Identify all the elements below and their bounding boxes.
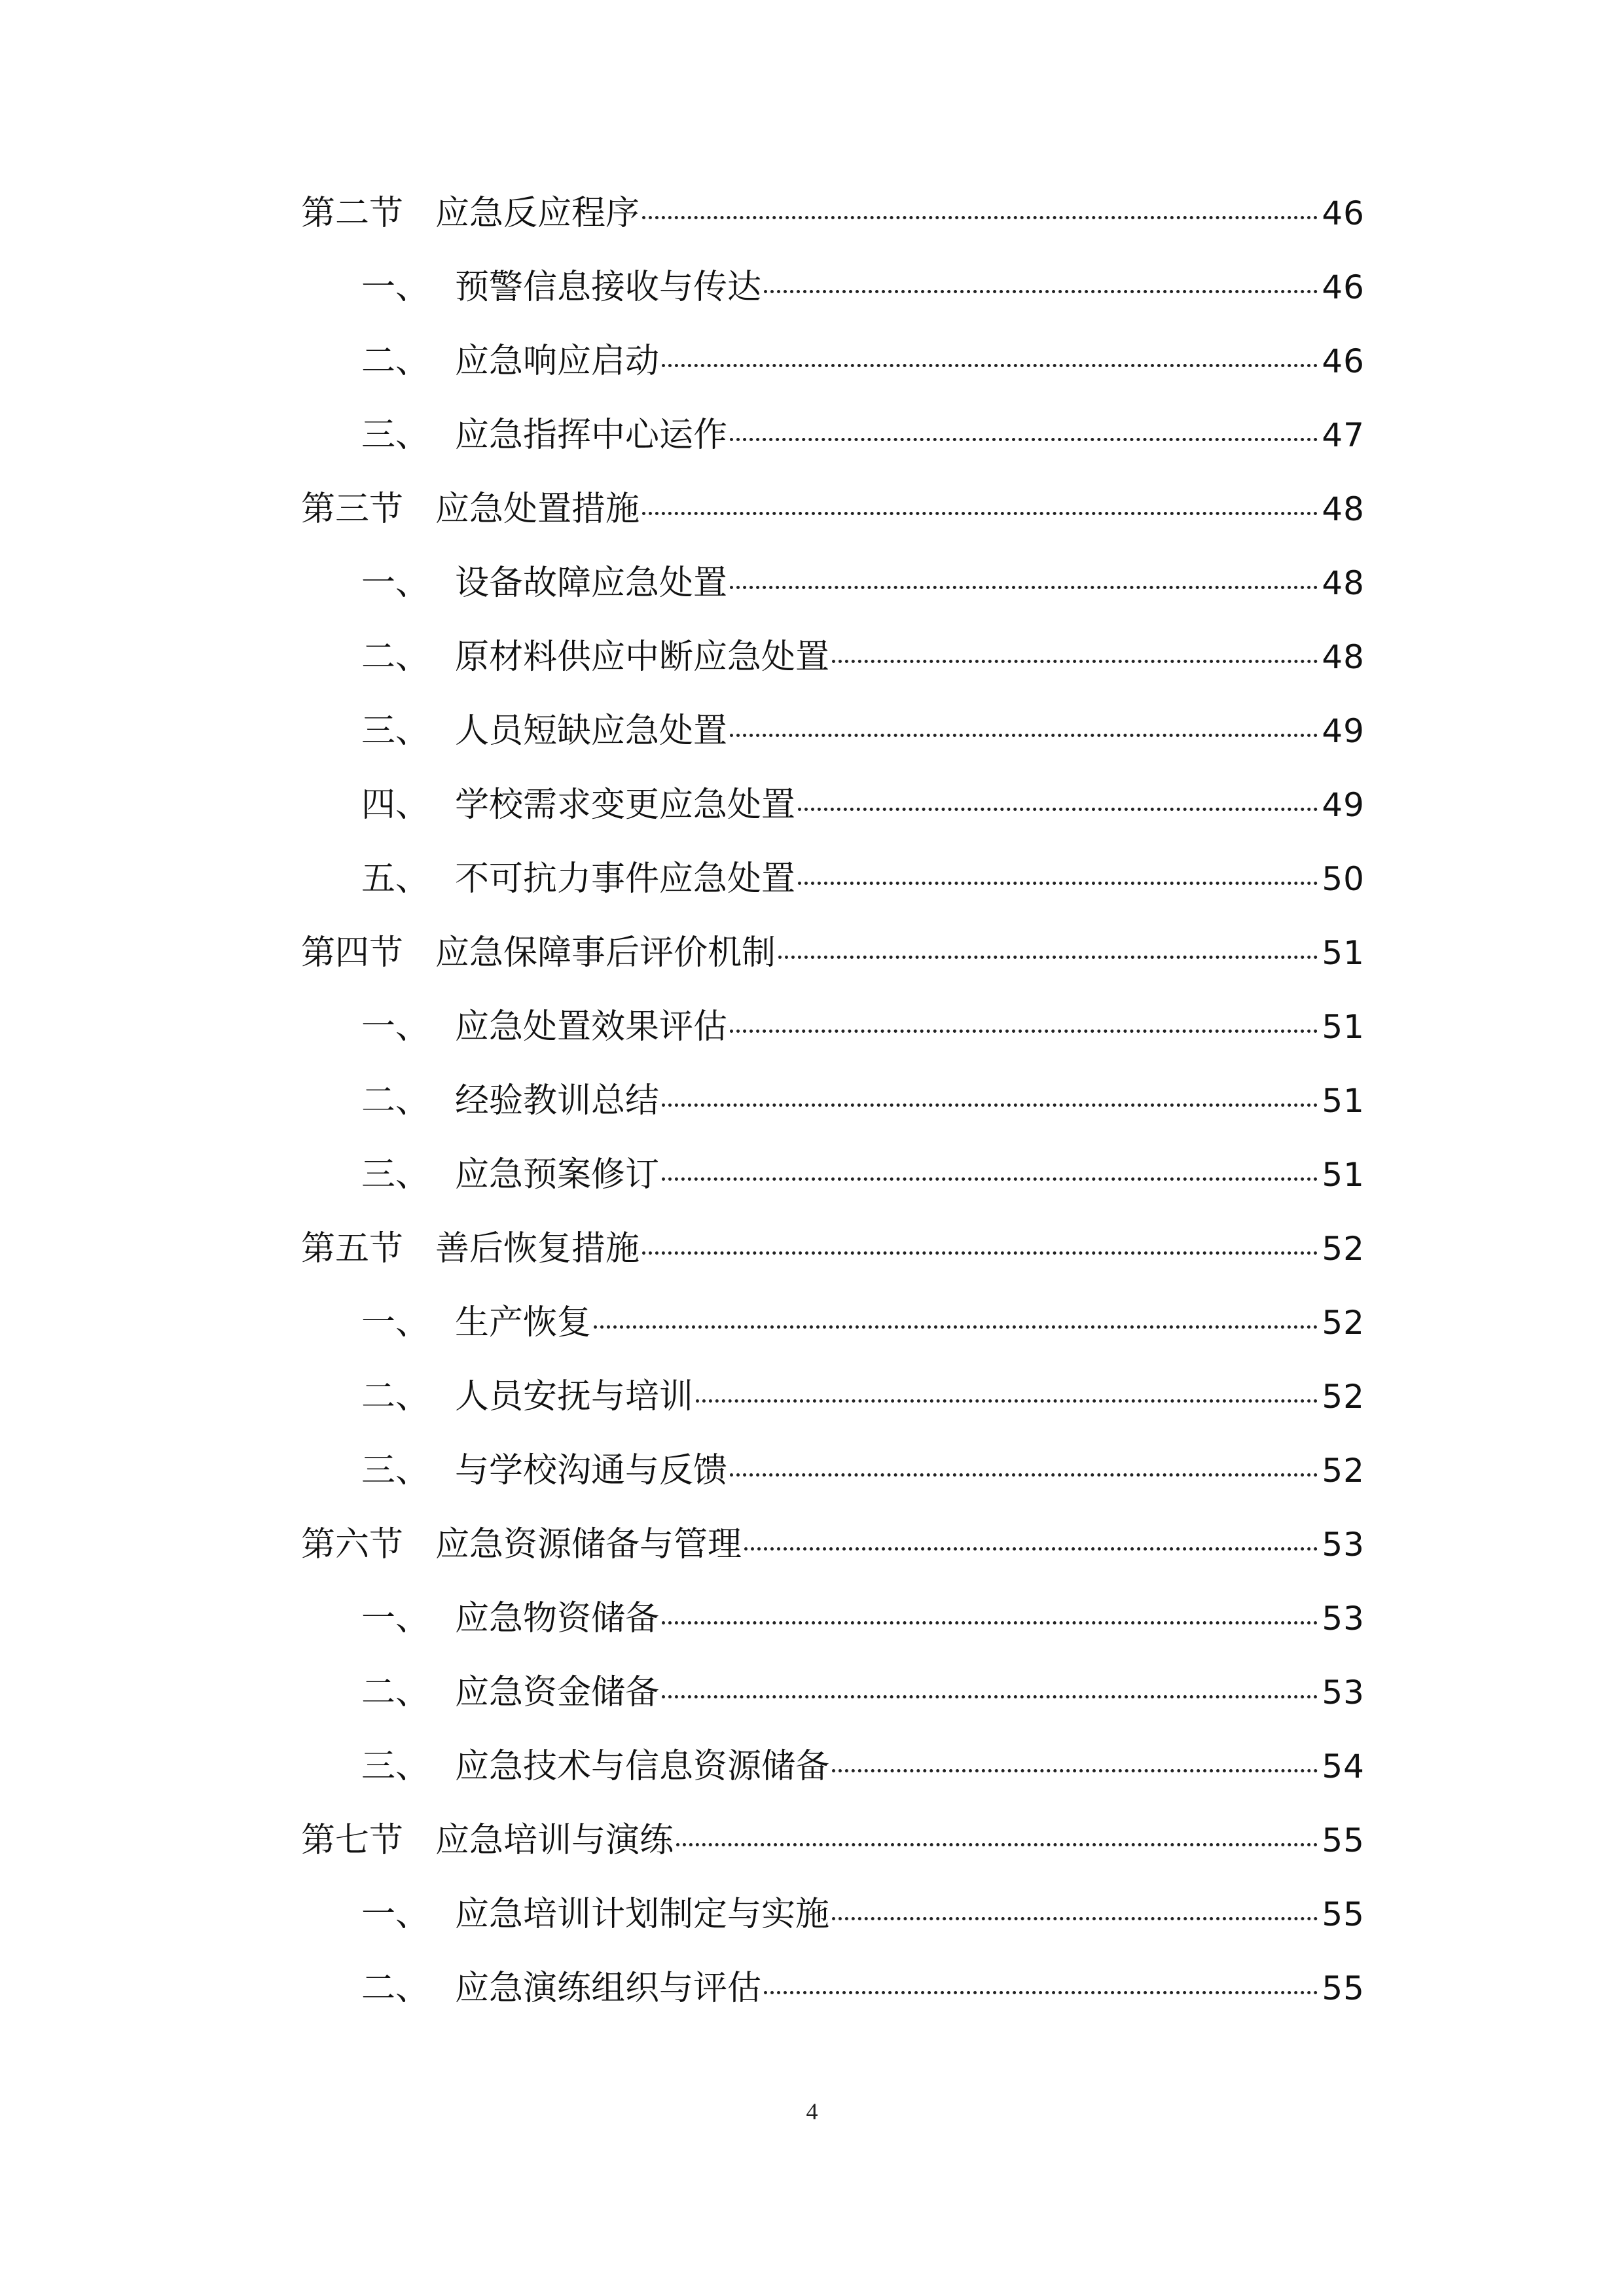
toc-entry-page: 52 xyxy=(1322,1230,1365,1268)
toc-entry-title: 应急处置效果评估 xyxy=(455,1007,728,1047)
toc-entry-title: 设备故障应急处置 xyxy=(455,564,728,603)
toc-entry-page: 46 xyxy=(1322,268,1365,306)
toc-subsection-entry[interactable] xyxy=(301,1743,1365,1817)
toc-section-entry[interactable] xyxy=(301,486,1365,560)
toc-entry-title: 应急处置措施 xyxy=(435,490,640,529)
toc-subsection-entry[interactable] xyxy=(301,634,1365,708)
toc-entry-number: 二、 xyxy=(361,1673,430,1712)
toc-entry-title: 应急指挥中心运作 xyxy=(455,416,728,455)
toc-entry-page: 55 xyxy=(1322,1969,1365,2007)
toc-entry-title: 应急培训计划制定与实施 xyxy=(455,1895,830,1934)
toc-entry-number: 一、 xyxy=(361,564,430,603)
toc-entry-title: 应急资源储备与管理 xyxy=(435,1525,742,1564)
dot-leader xyxy=(798,808,1318,811)
dot-leader xyxy=(730,586,1318,589)
toc-entry-page: 49 xyxy=(1322,786,1365,824)
toc-entry-number: 五、 xyxy=(361,859,430,899)
toc-entry-number: 三、 xyxy=(361,1747,430,1786)
toc-subsection-entry[interactable] xyxy=(301,1003,1365,1077)
toc-entry-number: 第五节 xyxy=(301,1229,404,1268)
toc-subsection-entry[interactable] xyxy=(301,1151,1365,1225)
dot-leader xyxy=(642,512,1318,515)
dot-leader xyxy=(696,1399,1318,1403)
toc-entry-number: 三、 xyxy=(361,1451,430,1490)
toc-subsection-entry[interactable] xyxy=(301,1595,1365,1669)
toc-section-entry[interactable] xyxy=(301,1521,1365,1595)
toc-entry-number: 一、 xyxy=(361,1303,430,1342)
dot-leader xyxy=(730,1473,1318,1477)
toc-subsection-entry[interactable] xyxy=(301,1669,1365,1743)
toc-entry-title: 人员短缺应急处置 xyxy=(455,711,728,751)
toc-section-entry[interactable] xyxy=(301,929,1365,1003)
toc-subsection-entry[interactable] xyxy=(301,1077,1365,1151)
dot-leader xyxy=(662,1621,1318,1624)
toc-entry-page: 51 xyxy=(1322,1156,1365,1194)
toc-entry-page: 48 xyxy=(1322,638,1365,676)
dot-leader xyxy=(832,1917,1318,1920)
toc-entry-number: 三、 xyxy=(361,1155,430,1194)
toc-entry-number: 二、 xyxy=(361,1081,430,1121)
toc-entry-page: 54 xyxy=(1322,1748,1365,1785)
toc-entry-page: 55 xyxy=(1322,1895,1365,1933)
toc-subsection-entry[interactable] xyxy=(301,560,1365,634)
dot-leader xyxy=(662,1103,1318,1107)
toc-subsection-entry[interactable] xyxy=(301,1965,1365,2039)
dot-leader xyxy=(778,956,1318,959)
toc-subsection-entry[interactable] xyxy=(301,264,1365,338)
toc-entry-title: 应急预案修订 xyxy=(455,1155,660,1194)
toc-subsection-entry[interactable] xyxy=(301,1891,1365,1965)
toc-entry-title: 人员安抚与培训 xyxy=(455,1377,694,1416)
toc-entry-number: 第四节 xyxy=(301,933,404,973)
toc-entry-number: 四、 xyxy=(361,785,430,825)
toc-entry-number: 第七节 xyxy=(301,1821,404,1860)
toc-entry-page: 48 xyxy=(1322,490,1365,528)
toc-entry-title: 应急保障事后评价机制 xyxy=(435,933,776,973)
toc-subsection-entry[interactable] xyxy=(301,781,1365,855)
toc-entry-page: 46 xyxy=(1322,342,1365,380)
toc-entry-number: 第二节 xyxy=(301,194,404,233)
toc-entry-number: 二、 xyxy=(361,342,430,381)
toc-section-entry[interactable] xyxy=(301,1225,1365,1299)
toc-entry-title: 预警信息接收与传达 xyxy=(455,268,762,307)
dot-leader xyxy=(594,1325,1318,1329)
toc-entry-page: 52 xyxy=(1322,1304,1365,1342)
toc-entry-page: 48 xyxy=(1322,564,1365,602)
toc-entry-title: 善后恢复措施 xyxy=(435,1229,640,1268)
toc-entry-title: 与学校沟通与反馈 xyxy=(455,1451,728,1490)
dot-leader xyxy=(744,1547,1318,1551)
toc-entry-number: 一、 xyxy=(361,1007,430,1047)
dot-leader xyxy=(730,1030,1318,1033)
toc-subsection-entry[interactable] xyxy=(301,1299,1365,1373)
dot-leader xyxy=(642,1251,1318,1255)
toc-entry-title: 应急资金储备 xyxy=(455,1673,660,1712)
toc-subsection-entry[interactable] xyxy=(301,1447,1365,1521)
dot-leader xyxy=(642,216,1318,219)
toc-entry-title: 生产恢复 xyxy=(455,1303,592,1342)
toc-entry-page: 46 xyxy=(1322,194,1365,232)
toc-entry-page: 50 xyxy=(1322,860,1365,898)
dot-leader xyxy=(676,1843,1318,1846)
dot-leader xyxy=(662,1695,1318,1698)
dot-leader xyxy=(832,1769,1318,1772)
toc-subsection-entry[interactable] xyxy=(301,1373,1365,1447)
dot-leader xyxy=(662,1177,1318,1181)
toc-entry-page: 47 xyxy=(1322,416,1365,454)
toc-section-entry[interactable] xyxy=(301,190,1365,264)
toc-section-entry[interactable] xyxy=(301,1817,1365,1891)
dot-leader xyxy=(662,364,1318,367)
dot-leader xyxy=(764,1991,1318,1994)
toc-entry-number: 二、 xyxy=(361,1969,430,2008)
toc-entry-title: 学校需求变更应急处置 xyxy=(455,785,796,825)
toc-subsection-entry[interactable] xyxy=(301,412,1365,486)
toc-entry-page: 55 xyxy=(1322,1821,1365,1859)
toc-entry-page: 51 xyxy=(1322,1008,1365,1046)
toc-entry-title: 原材料供应中断应急处置 xyxy=(455,637,830,677)
dot-leader xyxy=(730,734,1318,737)
toc-entry-page: 49 xyxy=(1322,712,1365,750)
toc-subsection-entry[interactable] xyxy=(301,338,1365,412)
page-number: 4 xyxy=(806,2098,818,2125)
toc-entry-number: 第六节 xyxy=(301,1525,404,1564)
toc-entry-page: 51 xyxy=(1322,1082,1365,1120)
toc-entry-number: 二、 xyxy=(361,637,430,677)
toc-entry-title: 应急物资储备 xyxy=(455,1599,660,1638)
dot-leader xyxy=(764,290,1318,293)
toc-entry-title: 经验教训总结 xyxy=(455,1081,660,1121)
toc-entry-page: 53 xyxy=(1322,1600,1365,1638)
table-of-contents xyxy=(301,190,1365,2039)
toc-entry-number: 一、 xyxy=(361,268,430,307)
toc-entry-title: 不可抗力事件应急处置 xyxy=(455,859,796,899)
dot-leader xyxy=(798,882,1318,885)
toc-entry-page: 51 xyxy=(1322,934,1365,972)
toc-entry-page: 53 xyxy=(1322,1526,1365,1564)
toc-entry-title: 应急演练组织与评估 xyxy=(455,1969,762,2008)
toc-subsection-entry[interactable] xyxy=(301,855,1365,929)
toc-entry-title: 应急培训与演练 xyxy=(435,1821,674,1860)
toc-entry-number: 第三节 xyxy=(301,490,404,529)
toc-entry-page: 52 xyxy=(1322,1378,1365,1416)
toc-entry-page: 53 xyxy=(1322,1674,1365,1712)
toc-entry-title: 应急反应程序 xyxy=(435,194,640,233)
toc-entry-title: 应急技术与信息资源储备 xyxy=(455,1747,830,1786)
toc-entry-page: 52 xyxy=(1322,1452,1365,1490)
toc-subsection-entry[interactable] xyxy=(301,708,1365,781)
toc-entry-number: 一、 xyxy=(361,1895,430,1934)
toc-entry-number: 一、 xyxy=(361,1599,430,1638)
toc-entry-number: 三、 xyxy=(361,711,430,751)
dot-leader xyxy=(730,438,1318,441)
toc-entry-title: 应急响应启动 xyxy=(455,342,660,381)
toc-entry-number: 三、 xyxy=(361,416,430,455)
toc-entry-number: 二、 xyxy=(361,1377,430,1416)
dot-leader xyxy=(832,660,1318,663)
